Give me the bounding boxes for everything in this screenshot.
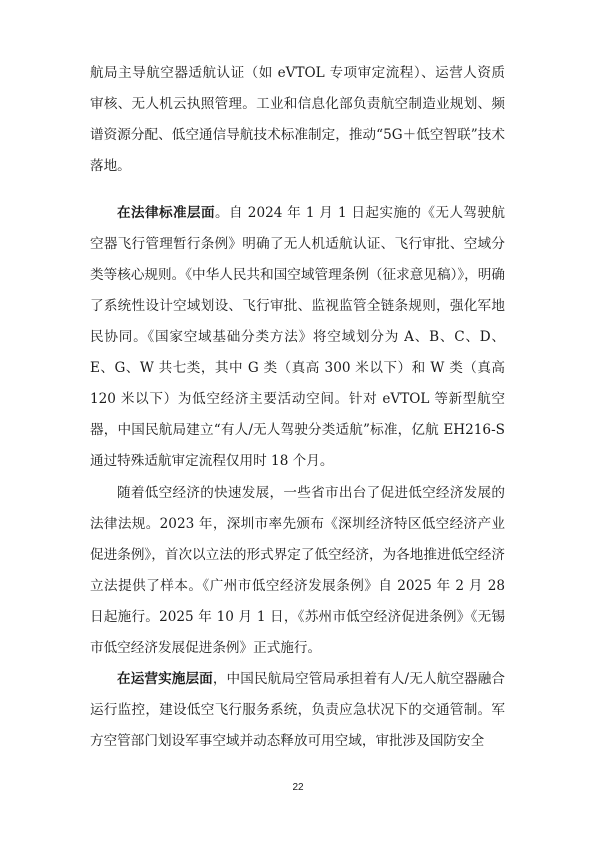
page-number: 22 bbox=[292, 782, 304, 793]
section-lead-legal-standards: 在法律标准层面 bbox=[117, 205, 216, 221]
paragraph-operations bbox=[90, 664, 505, 757]
paragraph-text: 随着低空经济的快速发展，一些省市出台了促进低空经济发展的法律法规。2023 年，深圳市率先颁布《深圳经济特区低空经济产业促进条例》，首次以立法的形式界定了低空经济，为各地推进低空经济立法提供了样本。《广州市低空经济发展条例》自 2025 年 2 月 28 日起施行。2025 年 10 月 1 日，《苏州市低空经济促进条例》《无锡市低空经济发展促进条例》正式施行。 bbox=[90, 485, 505, 656]
paragraph-text: 航局主导航空器适航认证（如 eVTOL 专项审定流程）、运营人资质审核、无人机云执照管理。工业和信息化部负责航空制造业规划、频谱资源分配、低空通信导航技术标准制定，推动“5G＋低空智联”技术落地。 bbox=[90, 65, 505, 174]
paragraph-text: ，中国民航局空管局承担着有人/无人航空器融合运行监控，建设低空飞行服务系统，负责应急状况下的交通管制。军方空管部门划设军事空域并动态释放可用空域，审批涉及国防安全 bbox=[90, 671, 505, 749]
paragraph-legal-standards bbox=[90, 198, 505, 477]
paragraph-caac-miit-duties bbox=[90, 58, 505, 182]
section-lead-operations: 在运营实施层面 bbox=[117, 671, 213, 687]
paragraph-text: 。自 2024 年 1 月 1 日起实施的《无人驾驶航空器飞行管理暂行条例》明确了无人机适航认证、飞行审批、空域分类等核心规则。《中华人民共和国空域管理条例（征求意见稿）》，明确了系统性设计空域划设、飞行审批、监视监管全链条规则，强化军地民协同。《国家空域基础分类方法》将空域划分为 A、B、C、D、E、G、W 共七类，其中 G 类（真高 300 米以下）和 W 类（真高 120 米以下）为低空经济主要活动空间。针对 eVTOL 等新型航空器，中国民航局建立“有人/无人驾驶分类适航”标准，亿航 EH216-S 通过特殊适航审定流程仅用时 18 个月。 bbox=[90, 205, 506, 469]
paragraph-local-regulations bbox=[90, 478, 505, 664]
